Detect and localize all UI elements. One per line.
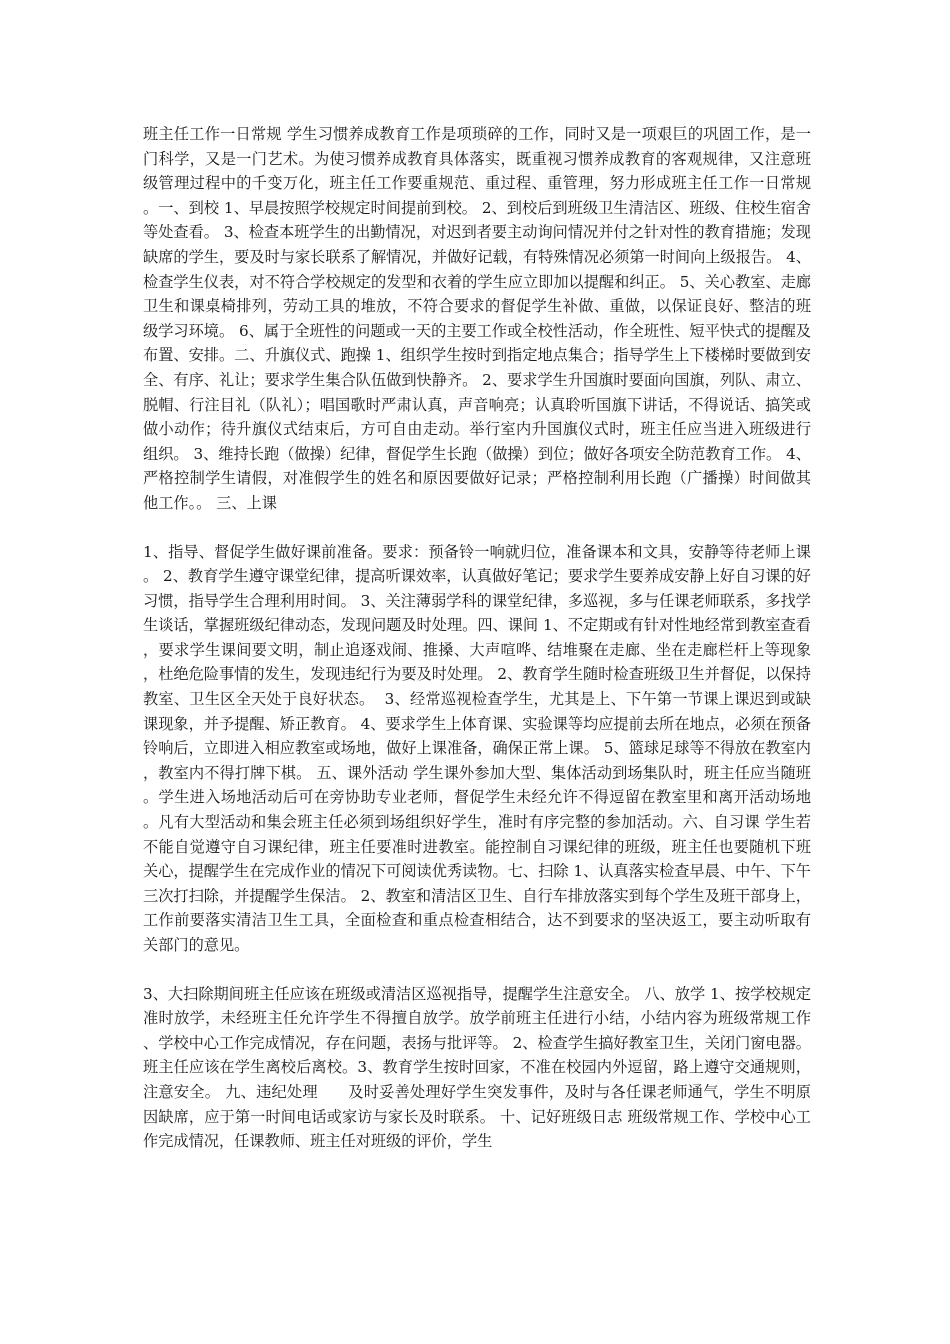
paragraph-3: 3、大扫除期间班主任应该在班级或清洁区巡视指导，提醒学生注意安全。 八、放学 1、按学校规定准时放学，未经班主任允许学生不得擅自放学。放学前班主任进行小结，小结内容为班级常规工作、学校中心工作完成情况，存在问题，表扬与批评等。 2、检查学生搞好教室卫生，关闭门窗电器。班主任应该在学生离校后离校。3、教育学生按时回家，不准在校园内外逗留，路上遵守交通规则，注意安全。 九、违纪处理 及时妥善处理好学生突发事件，及时与各任课老师通气，学生不明原因缺席，应于第一时间电话或家访与家长及时联系。 十、记好班级日志 班级常规工作、学校中心工作完成情况，任课教师、班主任对班级的评价，学生 — [143, 984, 811, 1151]
document-page — [143, 122, 811, 1154]
paragraph-gap — [143, 516, 811, 540]
paragraph-gap — [143, 958, 811, 982]
paragraph-1: 班主任工作一日常规 学生习惯养成教育工作是项琐碎的工作，同时又是一项艰巨的巩固工作，是一门科学，又是一门艺术。为使习惯养成教育具体落实，既重视习惯养成教育的客观规律，又注意班级管理过程中的千变万化，班主任工作要重规范、重过程、重管理，努力形成班主任工作一日常规。一、到校 1、早晨按照学校规定时间提前到校。 2、到校后到班级卫生清洁区、班级、住校生宿舍等处查看。 3、检查本班学生的出勤情况，对迟到者要主动询问情况并付之针对性的教育措施；发现缺席的学生，要及时与家长联系了解情况，并做好记载，有特殊情况必须第一时间向上级报告。 4、检查学生仪表，对不符合学校规定的发型和衣着的学生应立即加以提醒和纠正。 5、关心教室、走廊卫生和课桌椅排列，劳动工具的堆放，不符合要求的督促学生补做、重做，以保证良好、整洁的班级学习环境。 6、属于全班性的问题或一天的主要工作或全校性活动，作全班性、短平快式的提醒及布置、安排。二、升旗仪式、跑操 1、组织学生按时到指定地点集合；指导学生上下楼梯时要做到安全、有序、礼让；要求学生集合队伍做到快静齐。 2、要求学生升国旗时要面向国旗，列队、肃立、脱帽、行注目礼（队礼）；唱国歌时严肃认真，声音响亮；认真聆听国旗下讲话，不得说话、搞笑或做小动作；待升旗仪式结束后，方可自由走动。举行室内升国旗仪式时，班主任应当进入班级进行组织。 3、维持长跑（做操）纪律，督促学生长跑（做操）到位；做好各项安全防范教育工作。 4、严格控制学生请假，对准假学生的姓名和原因要做好记录；严格控制利用长跑（广播操）时间做其他工作。。 三、上课 — [143, 125, 811, 512]
paragraph-2: 1、指导、督促学生做好课前准备。要求：预备铃一响就归位，准备课本和文具，安静等待老师上课。 2、教育学生遵守课堂纪律，提高听课效率，认真做好笔记；要求学生要养成安静上好自习课的好习惯，指导学生合理利用时间。 3、关注薄弱学科的课堂纪律，多巡视，多与任课老师联系，多找学生谈话，掌握班级纪律动态，发现问题及时处理。四、课间 1、不定期或有针对性地经常到教室查看，要求学生课间要文明，制止追逐戏闹、推搡、大声喧哗、结堆聚在走廊、坐在走廊栏杆上等现象，杜绝危险事情的发生，发现违纪行为要及时处理。 2、教育学生随时检查班级卫生并督促，以保持教室、卫生区全天处于良好状态。 3、经常巡视检查学生，尤其是上、下午第一节课上课迟到或缺课现象，并予提醒、矫正教育。 4、要求学生上体育课、实验课等均应提前去所在地点，必须在预备铃响后，立即进入相应教室或场地，做好上课准备，确保正常上课。 5、篮球足球等不得放在教室内，教室内不得打牌下棋。 五、课外活动 学生课外参加大型、集体活动到场集队时，班主任应当随班。学生进入场地活动后可在旁协助专业老师，督促学生未经允许不得逗留在教室里和离开活动场地。凡有大型活动和集会班主任必须到场组织好学生，准时有序完整的参加活动。六、自习课 学生若不能自觉遵守自习课纪律，班主任要准时进教室。能控制自习课纪律的班级，班主任也要随机下班关心，提醒学生在完成作业的情况下可阅读优秀读物。七、扫除 1、认真落实检查早晨、中午、下午三次打扫除，并提醒学生保洁。 2、教室和清洁区卫生、自行车排放落实到每个学生及班干部身上，工作前要落实清洁卫生工具，全面检查和重点检查相结合，达不到要求的坚决返工，要主动听取有关部门的意见。 — [143, 542, 811, 954]
